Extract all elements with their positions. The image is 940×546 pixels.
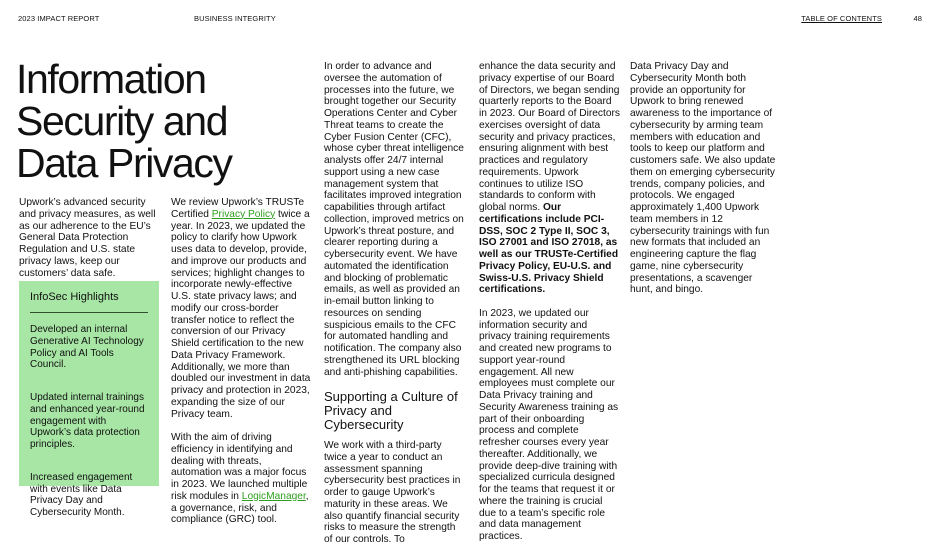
title-line: Security and: [16, 98, 228, 144]
intro-text: [19, 197, 161, 279]
body-column-4: [479, 61, 621, 543]
text-run: enhance the data security and privacy expertise of our Board of Directors, we began sending quarterly reports to the Board in 2023. Our Board of Directors exercises oversight of data security and privacy practices, ensuring alignment with best practices and regulatory requirements. Upwork continues to utilize ISO standards to conform with global norms.: [479, 61, 620, 213]
text-run: With the aim of driving efficiency in identifying and dealing with threats, automation was a major focus in 2023. We launched multiple risk modules in: [171, 432, 308, 502]
body-column-2: [171, 197, 313, 526]
cyber-fusion-paragraph: In order to advance and oversee the automation of processes into the future, we brought together our Security Operations Center and Cyber Threat teams to create the Cyber Fusion Center (CFC), whose cyber threat intelligence analysts offer 24/7 internal support using a new case management system that facilitates improved integration capabilities through artifact collection, improved metrics on Upwork’s threat posture, and clearer reporting during a cybersecurity event. We have automated the identification and blocking of problematic emails, as well as provided an in-email button linking to resources on sending suspicious emails to the CFC for automated handling and notification. The company also strengthened its URL blocking and anti-phishing capabilities.: [324, 61, 464, 378]
certifications-text: Our certifications include PCI-DSS, SOC 2 Type II, SOC 3, ISO 27001 and ISO 27018, as well as our TRUSTe-Certified Privacy Policy, EU-U.S. and Swiss-U.S. Privacy Shield certifications.: [479, 202, 619, 296]
text-run: , a governance, risk, and compliance (GRC) tool.: [171, 490, 309, 526]
privacy-policy-link[interactable]: Privacy Policy: [211, 208, 276, 220]
highlight-item: Developed an internal Generative AI Technology Policy and AI Tools Council.: [30, 324, 144, 371]
table-of-contents-link[interactable]: TABLE OF CONTENTS: [801, 14, 882, 23]
text-run: twice a year. In 2023, we updated the policy to clarify how Upwork uses data to develop, provide, and improve our products and services; highlight changes to incorporate newly-effective U.S. state privacy laws; and modify our cross-border transfer notice to reflect the conversion of our Privacy Shield certification to the new Data Privacy Framework. Additionally, we more than doubled our investment in data privacy and protection in 2023, expanding the size of our Privacy team.: [171, 208, 311, 420]
page-number: 48: [913, 14, 922, 23]
board-paragraph: [479, 61, 621, 296]
logicmanager-link[interactable]: LogicManager: [241, 490, 306, 502]
highlights-title: InfoSec Highlights: [30, 281, 148, 313]
culture-heading: Supporting a Culture of Privacy and Cybersecurity: [324, 389, 458, 432]
text-run: We review Upwork’s TRUSTe Certified: [171, 197, 305, 220]
privacy-policy-paragraph: [171, 197, 313, 420]
infosec-highlights-box: [19, 281, 159, 518]
training-paragraph: In 2023, we updated our information security and privacy training requirements and created new programs to support year-round engagement. All new employees must complete our Data Privacy training and Security Awareness training as part of their onboarding process and complete refresher courses every year thereafter. Additionally, we provide deep-dive training with specialized curricula designed for the teams that request it or where the training is crucial due to a team’s specific role and data management practices.: [479, 307, 619, 542]
report-label: 2023 IMPACT REPORT: [18, 14, 100, 23]
title-line: Data Privacy: [16, 140, 232, 186]
page-title: [16, 58, 296, 184]
highlight-item: Increased engagement with events like Data Privacy Day and Cybersecurity Month.: [30, 471, 133, 518]
body-column-5: [630, 61, 776, 296]
section-label: BUSINESS INTEGRITY: [194, 14, 276, 23]
events-paragraph: Data Privacy Day and Cybersecurity Month both provide an opportunity for Upwork to bring renewed awareness to the importance of cybersecurity by arming team members with education and tools to keep our platform and customers safe. We also update them on emerging cybersecurity trends, company policies, and protocols. We engaged approximately 1,400 Upwork team members in 12 cybersecurity trainings with fun new formats that included an engineering capture the flag game, nine cybersecurity presentations, a scavenger hunt, and bingo.: [630, 61, 776, 296]
highlight-item: Updated internal trainings and enhanced year-round engagement with Upwork’s data protection principles.: [30, 392, 145, 450]
page-header: [18, 14, 922, 28]
body-column-3: [324, 61, 466, 546]
intro-paragraph: Upwork’s advanced security and privacy measures, as well as our adherence to the EU’s General Data Protection Regulation and U.S. state privacy laws, keep our customers’ data safe.: [19, 197, 156, 279]
title-line: Information: [16, 56, 206, 102]
automation-paragraph: [171, 432, 313, 526]
assessment-paragraph: We work with a third-party twice a year to conduct an assessment spanning cybersecurity best practices in order to gauge Upwork’s maturity in these areas. We also quantify financial security risks to measure the strength of our controls. To: [324, 440, 461, 545]
